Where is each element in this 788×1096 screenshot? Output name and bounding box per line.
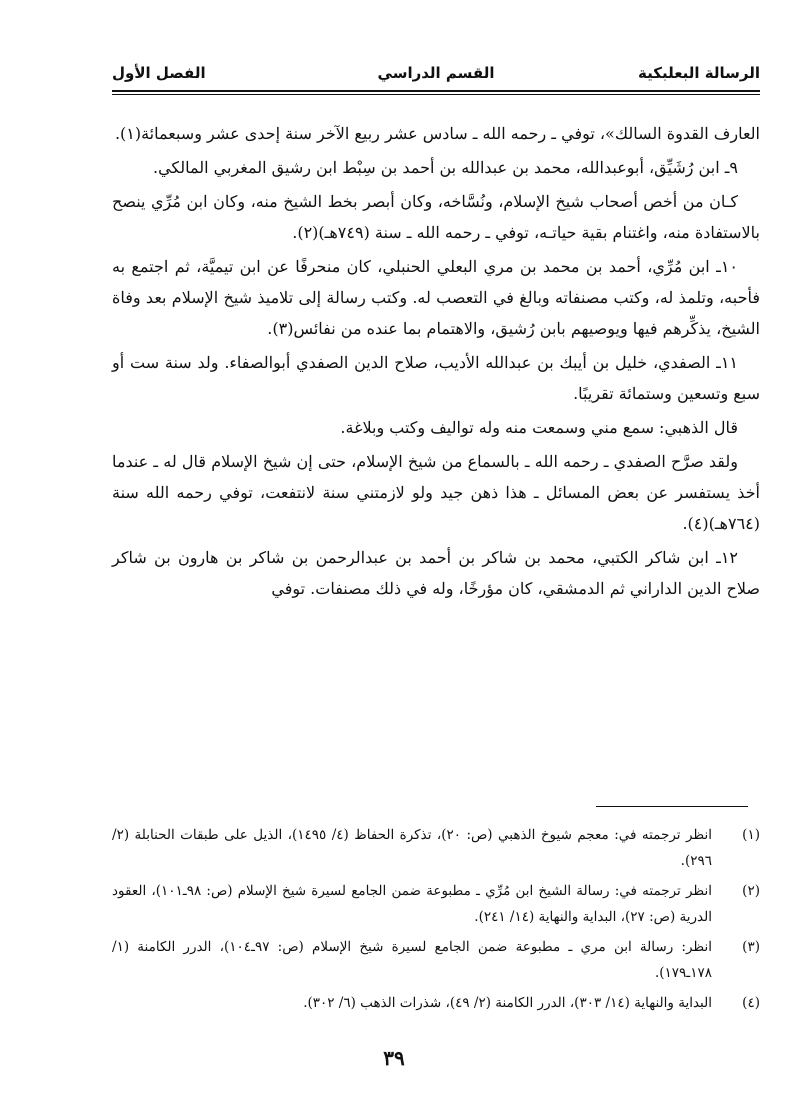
footnote-number: (٤) — [742, 995, 760, 1011]
footnote-text: انظر: رسالة ابن مري ـ مطبوعة ضمن الجامع لسيرة شيخ الإسلام (ص: ٩٧ـ١٠٤)، الدرر الكامنة (١/ ١٧٨ـ١٧٩). — [112, 939, 712, 981]
footnote — [112, 934, 760, 986]
footnotes — [112, 822, 760, 1020]
section-title: القسم الدراسي — [377, 64, 495, 82]
paragraph: ١١ـ الصفدي، خليل بن أيبك بن عبدالله الأديب، صلاح الدين الصفدي أبوالصفاء. ولد سنة ست أو سبع وتسعين وستمائة تقريبًا. — [112, 353, 760, 403]
header-rule — [112, 90, 760, 92]
footnote — [112, 822, 760, 874]
footnote — [112, 990, 760, 1016]
footnote-text: انظر ترجمته في: رسالة الشيخ ابن مُرِّي ـ مطبوعة ضمن الجامع لسيرة شيخ الإسلام (ص: ٩٨ـ١٠١)، العقود الدرية (ص: ٢٧)، البداية والنهاية (١٤/ ٢٤١). — [112, 883, 713, 925]
paragraph: العارف القدوة السالك»، توفي ـ رحمه الله ـ سادس عشر ربيع الآخر سنة إحدى عشر وسبعمائة(١). — [114, 124, 760, 143]
footnote-number: (٢) — [742, 883, 760, 899]
footnote-text: البداية والنهاية (١٤/ ٣٠٣)، الدرر الكامنة (٢/ ٤٩)، شذرات الذهب (٦/ ٣٠٢). — [303, 995, 712, 1011]
chapter-title: الفصل الأول — [112, 64, 206, 82]
footnote — [112, 878, 760, 930]
paragraph: ولقد صرَّح الصفدي ـ رحمه الله ـ بالسماع من شيخ الإسلام، حتى إن شيخ الإسلام قال له ـ عندما أخذ يستفسر عن بعض المسائل ـ هذا ذهن جيد ولو لازمتني سنة لانتفعت، توفي رحمه الله سنة (٧٦٤هـ)(٤). — [112, 452, 760, 533]
running-header — [112, 52, 760, 92]
paragraph: قال الذهبي: سمع مني وسمعت منه وله تواليف وكتب وبلاغة. — [340, 418, 738, 437]
paragraph: كـان من أخص أصحاب شيخ الإسلام، ونُسَّاخه، وكان أبصر بخط الشيخ منه، وكان ابن مُرِّي ينصح بالاستفادة منه، واغتنام بقية حياتـه، توفي ـ رحمه الله ـ سنة (٧٤٩هـ)(٢). — [112, 192, 760, 242]
footnote-text: انظر ترجمته في: معجم شيوخ الذهبي (ص: ٢٠)، تذكرة الحفاظ (٤/ ١٤٩٥)، الذيل على طبقات الحنابلة (٢/ ٢٩٦). — [112, 827, 712, 869]
footnote-number: (٣) — [742, 939, 760, 955]
paragraph: ٩ـ ابن رُشَيِّق، أبوعبدالله، محمد بن عبدالله بن أحمد بن سِبْط ابن رشيق المغربي المالكي. — [152, 158, 738, 177]
footnote-number: (١) — [742, 827, 760, 843]
paragraph: ١٠ـ ابن مُرِّي، أحمد بن محمد بن مري البعلي الحنبلي، كان منحرفًا عن ابن تيميَّة، ثم اجتمع به فأحبه، وتلمذ له، وكتب مصنفاته وبالغ في التعصب له. وكتب رسالة إلى تلاميذ شيخ الإسلام بعد وفاة الشيخ، يذكِّرهم فيها ويوصيهم بابن رُشيق، والاهتمام بما عنده من نفائس(٣). — [112, 257, 760, 338]
paragraph: ١٢ـ ابن شاكر الكتبي، محمد بن شاكر بن أحمد بن عبدالرحمن بن شاكر بن هارون بن شاكر صلاح الدين الداراني ثم الدمشقي، كان مؤرخًا، وله في ذلك مصنفات. توفي — [112, 548, 760, 598]
book-title: الرسالة البعلبكية — [638, 64, 760, 82]
page-number: ٣٩ — [383, 1046, 405, 1070]
footnote-separator — [596, 806, 748, 807]
main-text — [112, 118, 760, 607]
header-rule-thin — [112, 94, 760, 95]
